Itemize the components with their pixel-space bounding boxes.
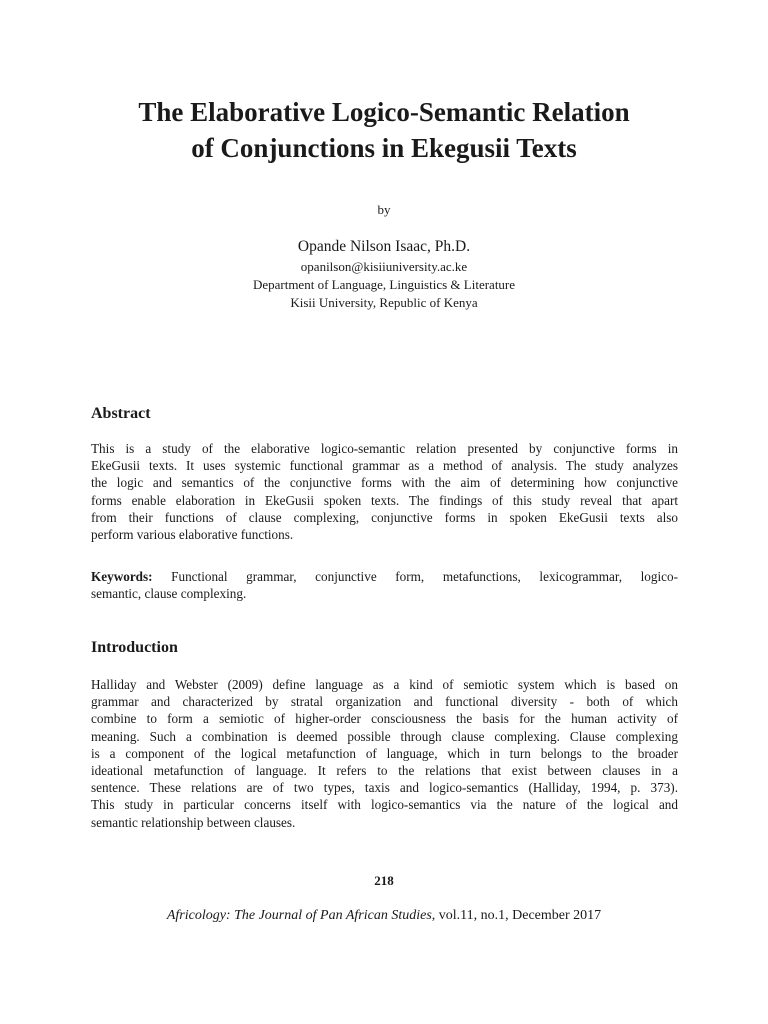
paper-title xyxy=(60,94,708,166)
introduction-line: ideational metafunction of language. It refers to the relations that exist between clauses in a xyxy=(91,763,678,779)
keywords-label: Keywords: xyxy=(91,569,153,584)
title-line-1: The Elaborative Logico-Semantic Relation xyxy=(138,97,630,127)
author-department: Department of Language, Linguistics & Literature xyxy=(252,277,516,292)
abstract-line: This is a study of the elaborative logico-semantic relation presented by conjunctive forms in xyxy=(91,441,678,456)
journal-details: , vol.11, no.1, December 2017 xyxy=(431,908,602,923)
introduction-line: meaning. Such a combination is deemed possible through clause complexing. Clause complexing xyxy=(91,728,678,744)
introduction-line: grammar and characterized by stratal organization and functional diversity - both of which xyxy=(91,694,678,710)
journal-footer xyxy=(0,907,768,925)
byline: by xyxy=(377,202,391,217)
abstract-heading: Abstract xyxy=(91,405,151,422)
author-institution: Kisii University, Republic of Kenya xyxy=(290,295,478,310)
keywords-paragraph xyxy=(91,568,678,602)
introduction-line: is a component of the logical metafunction of language, which in turn belongs to the broader xyxy=(91,745,678,761)
abstract-line: EkeGusii texts. It uses systemic functional grammar as a method of analysis. The study analyzes xyxy=(91,458,678,474)
introduction-line: combine to form a semiotic of higher-order consciousness the basis for the human activity of xyxy=(91,711,678,727)
journal-name: Africology: The Journal of Pan African Studies xyxy=(166,908,432,923)
keywords-text-1: Functional grammar, conjunctive form, metafunctions, lexicogrammar, logico- xyxy=(152,569,678,584)
keywords-line-2: semantic, clause complexing. xyxy=(91,586,247,602)
abstract-line: the logic and semantics of the conjunctive forms with the aim of determining how conjunctive xyxy=(91,475,678,491)
abstract-paragraph xyxy=(91,440,678,543)
abstract-line: forms enable elaboration in EkeGusii spoken texts. The findings of this study reveal that apart xyxy=(91,492,678,508)
introduction-line: sentence. These relations are of two types, taxis and logico-semantics (Halliday, 1994, p. 373). xyxy=(91,780,678,796)
abstract-line: perform various elaborative functions. xyxy=(91,527,294,543)
title-line-2: of Conjunctions in Ekegusii Texts xyxy=(191,133,577,163)
introduction-paragraph xyxy=(91,676,678,831)
keywords-line-1 xyxy=(91,568,678,585)
author-block xyxy=(0,236,768,312)
abstract-line: from their functions of clause complexing, conjunctive forms in spoken EkeGusii texts also xyxy=(91,509,678,525)
introduction-line: Halliday and Webster (2009) define language as a kind of semiotic system which is based on xyxy=(91,677,678,692)
introduction-line: semantic relationship between clauses. xyxy=(91,814,296,830)
introduction-line: This study in particular concerns itself with logico-semantics via the nature of the logical and xyxy=(91,797,678,813)
author-email: opanilson@kisiiuniversity.ac.ke xyxy=(300,259,468,274)
author-name: Opande Nilson Isaac, Ph.D. xyxy=(297,238,471,255)
page-number: 218 xyxy=(374,873,394,888)
introduction-heading: Introduction xyxy=(91,639,178,656)
